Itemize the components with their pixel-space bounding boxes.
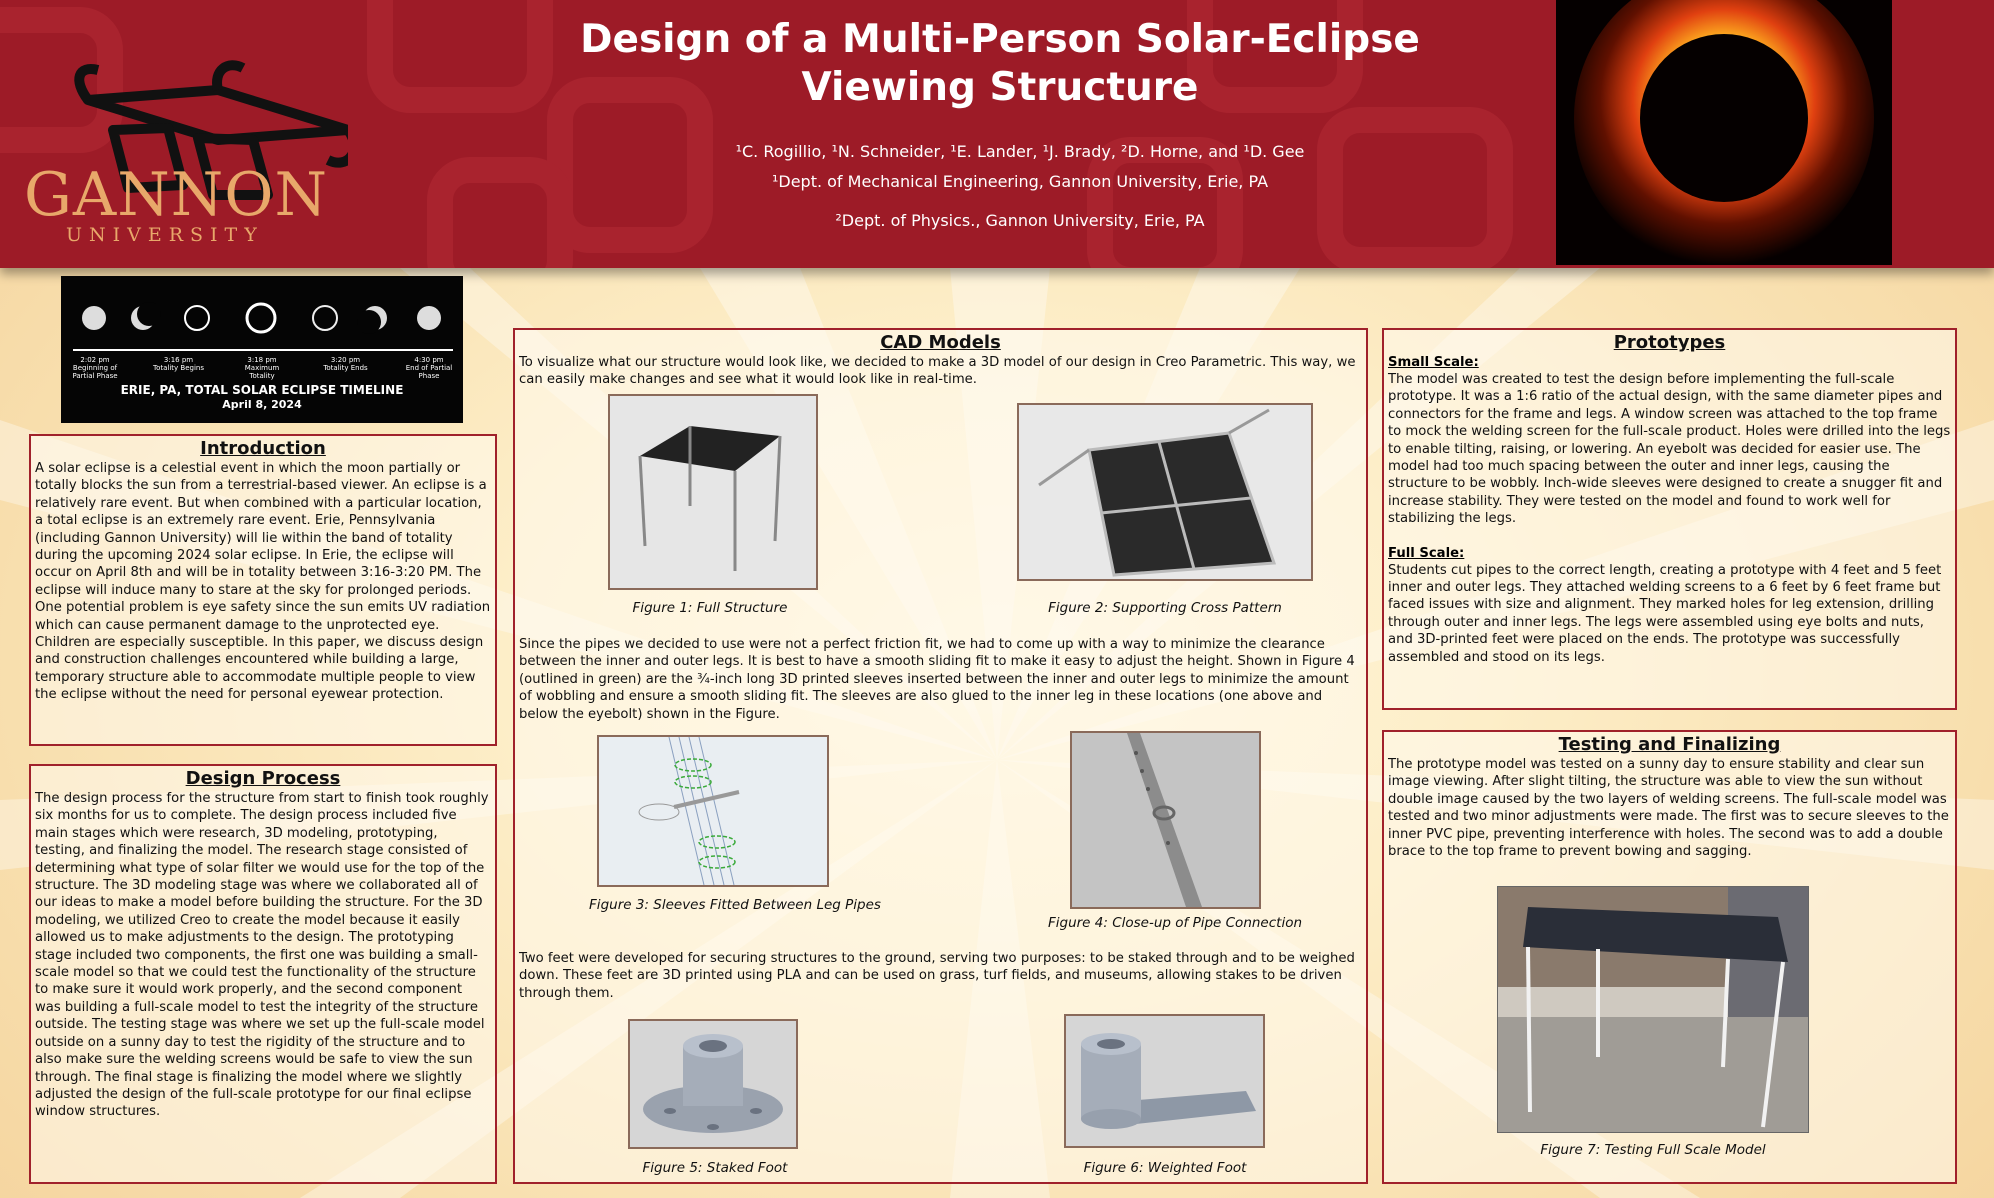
cad-intro: To visualize what our structure would look like, we decided to make a 3D model of our design in Creo Parametric. This way, we can easily make changes and see what it would look like in real-time. <box>519 355 1356 388</box>
timeline-time: 3:18 pm Maximum Totality <box>244 356 280 380</box>
figure-1-full-structure <box>608 394 818 590</box>
prototypes-heading: Prototypes <box>1613 332 1726 353</box>
university-logo-text: UNIVERSITY <box>66 224 264 246</box>
affiliation-2: ²Dept. of Physics., Gannon University, Erie, PA <box>835 211 1205 230</box>
figure-4-caption: Figure 4: Close-up of Pipe Connection <box>1047 915 1303 931</box>
full-scale-heading: Full Scale: <box>1388 545 1465 561</box>
figure-1-caption: Figure 1: Full Structure <box>632 600 788 616</box>
figure-5-staked-foot <box>628 1019 798 1149</box>
poster-header <box>0 0 1994 268</box>
poster-title: Design of a Multi-Person Solar-Eclipse Viewing Structure <box>580 17 1420 110</box>
cad-models-heading: CAD Models <box>880 332 1001 353</box>
figure-3-caption: Figure 3: Sleeves Fitted Between Leg Pipes <box>589 897 881 913</box>
introduction-body: A solar eclipse is a celestial event in which the moon partially or totally blocks the sun from a terrestrial-based viewer. An eclipse is a relatively rare event. But when combined with a particular location, a total eclipse is an extremely rare event. Erie, Pennsylvania (including Gannon University) will lie within the band of totality during the upcoming 2024 solar eclipse. In Erie, the eclipse will occur on April 8th and will be in totality between 3:16-3:20 PM. The eclipse will induce many to stare at the sky for prolonged periods. One potential problem is eye safety since the sun emits UV radiation which can cause permanent damage to the unprotected eye. Children are especially susceptible. In this paper, we discuss design and construction challenges encountered while building a large, temporary structure able to accommodate multiple people to view the eclipse without the need for personal eyewear protection. <box>35 461 491 703</box>
testing-heading: Testing and Finalizing <box>1558 734 1781 755</box>
figure-3-sleeves <box>597 735 829 887</box>
timeline-date: April 8, 2024 <box>222 398 302 411</box>
figure-2-cross-pattern <box>1017 403 1313 581</box>
figure-7-full-scale-photo <box>1497 886 1809 1133</box>
timeline-time: 4:30 pm End of Partial Phase <box>405 356 453 380</box>
author-list: ¹C. Rogillio, ¹N. Schneider, ¹E. Lander, ¹J. Brady, ²D. Horne, and ¹D. Gee <box>735 142 1305 161</box>
design-process-body: The design process for the structure from start to finish took roughly six months for us to complete. The design process included five main stages which were research, 3D modeling, prototyping, testing, and finalizing the model. The research stage consisted of determining what type of solar filter we would use for the top of the structure. The 3D modeling stage was where we collaborated all of our ideas to make a model before building the structure. For the 3D modeling, we utilized Creo to create the model because it easily allowed us to make adjustments to the design. The prototyping stage included two components, the first one was building a small-scale model so that we could test the functionality of the structure to make sure it would work properly, and the second component was building a full-scale model to test the integrity of the structure outside. The testing stage was where we set up the full-scale model outside on a sunny day to test the rigidity of the structure and to also make sure the welding screens would be safe to view the sun through. The final stage is finalizing the model where we slightly adjusted the design of the full-scale prototype for our final eclipse window structures. <box>35 791 489 1120</box>
figure-6-weighted-foot <box>1064 1014 1265 1148</box>
introduction-heading: Introduction <box>200 438 326 459</box>
figure-6-caption: Figure 6: Weighted Foot <box>1083 1160 1247 1176</box>
small-scale-heading: Small Scale: <box>1388 355 1479 370</box>
cad-sleeves-paragraph: Since the pipes we decided to use were not a perfect friction fit, we had to come up with a way to minimize the clearance between the inner and outer legs. It is best to have a smooth sliding fit to make it easy to adjust the height. Shown in Figure 4 (outlined in green) are the ¾-inch long 3D printed sleeves inserted between the inner and outer legs to minimize the amount of wobbling and ensure a smooth sliding fit. The sleeves are also glued to the inner leg in these locations (one above and below the eyebolt) shown in the Figure. <box>519 637 1355 722</box>
eclipse-timeline-image <box>61 276 463 423</box>
timeline-time: 2:02 pm Beginning of Partial Phase <box>72 356 118 380</box>
timeline-heading: ERIE, PA, TOTAL SOLAR ECLIPSE TIMELINE <box>120 383 404 397</box>
testing-body: The prototype model was tested on a sunny day to ensure stability and clear sun image viewing. After slight tilting, the structure was able to view the sun without double image caused by the two layers of welding screens. The full-scale model was tested and two minor adjustments were made. The first was to secure sleeves to the inner PVC pipe, preventing interference with holes. The second was to add a double brace to the top frame to prevent bowing and sagging. <box>1388 757 1949 860</box>
figure-7-caption: Figure 7: Testing Full Scale Model <box>1540 1142 1766 1158</box>
design-process-heading: Design Process <box>185 768 341 789</box>
eclipse-corona-photo <box>1556 0 1892 265</box>
figure-5-caption: Figure 5: Staked Foot <box>642 1160 788 1176</box>
timeline-time: 3:16 pm Totality Begins <box>153 356 204 372</box>
design-process-panel <box>29 764 497 1184</box>
small-scale-body: The model was created to test the design before implementing the full-scale prototype. It was a 1:6 ratio of the actual design, with the same diameter pipes and connectors for the frame and legs. A window screen was attached to the top frame to mock the welding screen for the full-scale product. Holes were drilled into the legs to enable tilting, raising, or lowering. An eyebolt was decided for easier use. The model had too much spacing between the outer and inner legs, causing the structure to be wobbly. Inch-wide sleeves were designed to create a snugger fit and increase stability. They were tested on the model and found to work well for stabilizing the legs. <box>1388 372 1951 527</box>
full-scale-body: Students cut pipes to the correct length, creating a prototype with 4 feet and 5 feet inner and outer legs. They attached welding screens to a 6 feet by 6 feet frame but faced issues with size and alignment. They marked holes for leg extension, drilling through outer and inner legs. The legs were assembled using eye bolts and nuts, and 3D-printed feet were placed on the ends. The prototype was successfully assembled and stood on its legs. <box>1388 562 1942 665</box>
cad-feet-paragraph: Two feet were developed for securing structures to the ground, serving two purposes: to be staked through and to be weighed down. These feet are 3D printed using PLA and can be used on grass, turf fields, and museums, allowing stakes to be driven through them. <box>519 951 1355 1001</box>
timeline-time: 3:20 pm Totality Ends <box>323 356 368 372</box>
gannon-logo-text: GANNON <box>24 160 328 230</box>
introduction-panel <box>29 434 497 746</box>
prototypes-panel <box>1382 328 1957 710</box>
figure-2-caption: Figure 2: Supporting Cross Pattern <box>1048 600 1282 616</box>
affiliation-1: ¹Dept. of Mechanical Engineering, Gannon University, Erie, PA <box>771 172 1269 191</box>
figure-4-pipe-closeup <box>1070 731 1261 909</box>
